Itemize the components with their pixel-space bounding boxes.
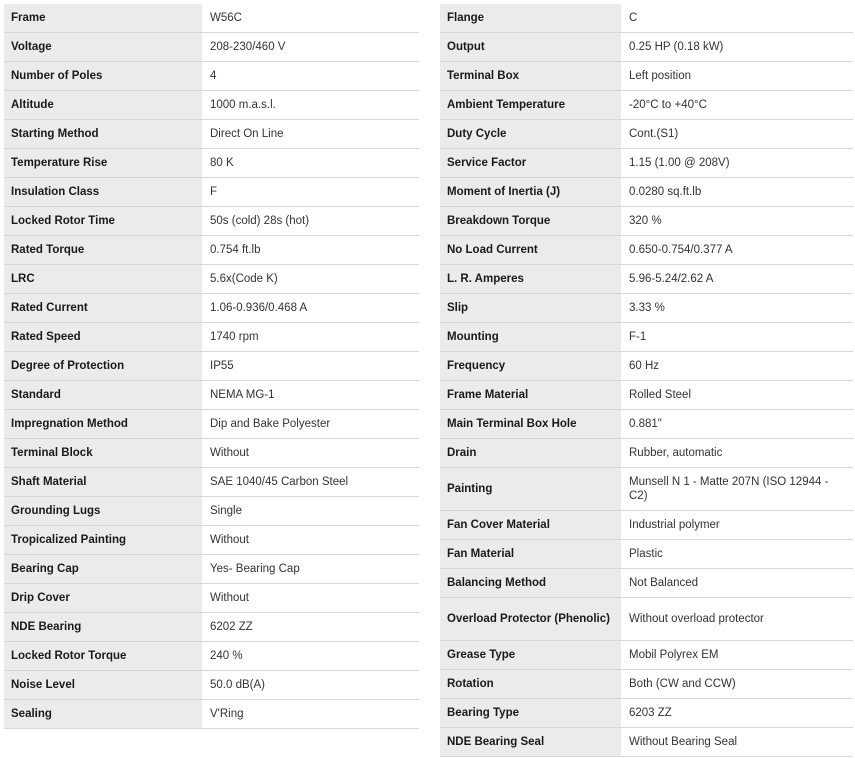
spec-label: Frame (4, 4, 202, 33)
spec-row (440, 149, 853, 178)
spec-value: 0.25 HP (0.18 kW) (621, 33, 853, 62)
spec-value: 240 % (202, 642, 419, 671)
spec-value: 1.06-0.936/0.468 A (202, 294, 419, 323)
spec-value: 208-230/460 V (202, 33, 419, 62)
spec-row (440, 540, 853, 569)
spec-label: L. R. Amperes (440, 265, 621, 294)
spec-value: -20°C to +40°C (621, 91, 853, 120)
spec-value: Single (202, 497, 419, 526)
spec-value: Munsell N 1 - Matte 207N (ISO 12944 - C2) (621, 468, 853, 511)
spec-value: Rolled Steel (621, 381, 853, 410)
spec-row (4, 555, 419, 584)
spec-row (4, 120, 419, 149)
spec-label: Locked Rotor Time (4, 207, 202, 236)
spec-label: Shaft Material (4, 468, 202, 497)
spec-label: Drain (440, 439, 621, 468)
spec-label: Standard (4, 381, 202, 410)
spec-label: Fan Cover Material (440, 511, 621, 540)
spec-label: Locked Rotor Torque (4, 642, 202, 671)
spec-row (4, 613, 419, 642)
spec-label: Frame Material (440, 381, 621, 410)
spec-label: Noise Level (4, 671, 202, 700)
spec-value: 50.0 dB(A) (202, 671, 419, 700)
spec-value: Without Bearing Seal (621, 728, 853, 757)
spec-row (440, 352, 853, 381)
spec-row (440, 468, 853, 511)
spec-value: Yes- Bearing Cap (202, 555, 419, 584)
spec-row (4, 381, 419, 410)
spec-row (4, 4, 419, 33)
spec-value: Without (202, 584, 419, 613)
spec-value: 80 K (202, 149, 419, 178)
spec-label: Flange (440, 4, 621, 33)
spec-label: Terminal Block (4, 439, 202, 468)
spec-row (4, 62, 419, 91)
spec-label: Output (440, 33, 621, 62)
spec-table-right (440, 4, 853, 757)
spec-row (440, 62, 853, 91)
spec-row (4, 671, 419, 700)
spec-value: F-1 (621, 323, 853, 352)
spec-label: Bearing Type (440, 699, 621, 728)
spec-row (4, 410, 419, 439)
spec-value: 320 % (621, 207, 853, 236)
spec-value: Cont.(S1) (621, 120, 853, 149)
spec-value: V'Ring (202, 700, 419, 729)
spec-label: Rated Speed (4, 323, 202, 352)
spec-row (440, 728, 853, 757)
spec-row (4, 439, 419, 468)
spec-value: Mobil Polyrex EM (621, 641, 853, 670)
spec-value: Without overload protector (621, 598, 853, 641)
spec-row (4, 642, 419, 671)
spec-label: Impregnation Method (4, 410, 202, 439)
spec-row (4, 497, 419, 526)
spec-label: Tropicalized Painting (4, 526, 202, 555)
spec-value: 4 (202, 62, 419, 91)
spec-row (4, 352, 419, 381)
spec-row (440, 236, 853, 265)
spec-row (4, 265, 419, 294)
spec-value: F (202, 178, 419, 207)
spec-value: 5.6x(Code K) (202, 265, 419, 294)
spec-table-left (4, 4, 419, 729)
spec-value: IP55 (202, 352, 419, 381)
spec-label: Insulation Class (4, 178, 202, 207)
spec-label: Terminal Box (440, 62, 621, 91)
spec-value: Without (202, 439, 419, 468)
spec-value: 0.754 ft.lb (202, 236, 419, 265)
spec-row (440, 569, 853, 598)
spec-label: Voltage (4, 33, 202, 62)
spec-row (4, 323, 419, 352)
spec-value: Without (202, 526, 419, 555)
spec-label: Balancing Method (440, 569, 621, 598)
spec-label: Main Terminal Box Hole (440, 410, 621, 439)
spec-value: 6203 ZZ (621, 699, 853, 728)
spec-row (440, 439, 853, 468)
spec-row (440, 91, 853, 120)
spec-row (4, 468, 419, 497)
spec-row (4, 207, 419, 236)
spec-label: Breakdown Torque (440, 207, 621, 236)
spec-value: 0.0280 sq.ft.lb (621, 178, 853, 207)
spec-row (440, 641, 853, 670)
spec-value: W56C (202, 4, 419, 33)
spec-value: 1000 m.a.s.l. (202, 91, 419, 120)
spec-value: 5.96-5.24/2.62 A (621, 265, 853, 294)
spec-row (440, 33, 853, 62)
spec-value: Direct On Line (202, 120, 419, 149)
spec-value: 1.15 (1.00 @ 208V) (621, 149, 853, 178)
spec-row (440, 265, 853, 294)
spec-row (4, 526, 419, 555)
spec-label: Temperature Rise (4, 149, 202, 178)
spec-label: Painting (440, 468, 621, 511)
spec-row (440, 207, 853, 236)
spec-row (4, 91, 419, 120)
spec-value: 60 Hz (621, 352, 853, 381)
spec-label: Rated Torque (4, 236, 202, 265)
spec-row (4, 33, 419, 62)
spec-label: Degree of Protection (4, 352, 202, 381)
spec-row (440, 670, 853, 699)
spec-row (4, 149, 419, 178)
spec-row (440, 294, 853, 323)
spec-label: Duty Cycle (440, 120, 621, 149)
spec-value: 3.33 % (621, 294, 853, 323)
spec-row (4, 700, 419, 729)
spec-row (4, 584, 419, 613)
spec-row (440, 381, 853, 410)
spec-label: Starting Method (4, 120, 202, 149)
spec-row (440, 410, 853, 439)
spec-row (440, 323, 853, 352)
spec-label: Drip Cover (4, 584, 202, 613)
spec-value: Plastic (621, 540, 853, 569)
spec-row (440, 4, 853, 33)
spec-label: Ambient Temperature (440, 91, 621, 120)
spec-value: Rubber, automatic (621, 439, 853, 468)
spec-label: LRC (4, 265, 202, 294)
spec-table-right-body (440, 4, 853, 757)
spec-label: Slip (440, 294, 621, 323)
spec-label: Rated Current (4, 294, 202, 323)
spec-label: Moment of Inertia (J) (440, 178, 621, 207)
spec-label: No Load Current (440, 236, 621, 265)
spec-row (440, 120, 853, 149)
spec-row (4, 294, 419, 323)
spec-value: Dip and Bake Polyester (202, 410, 419, 439)
spec-value: 0.881" (621, 410, 853, 439)
spec-row (440, 699, 853, 728)
spec-label: Overload Protector (Phenolic) (440, 598, 621, 641)
spec-value: NEMA MG-1 (202, 381, 419, 410)
spec-label: Service Factor (440, 149, 621, 178)
spec-label: Rotation (440, 670, 621, 699)
spec-row (440, 511, 853, 540)
spec-row (4, 178, 419, 207)
spec-label: Frequency (440, 352, 621, 381)
spec-value: Not Balanced (621, 569, 853, 598)
spec-table-left-body (4, 4, 419, 729)
spec-value: 6202 ZZ (202, 613, 419, 642)
spec-row (440, 178, 853, 207)
spec-row (4, 236, 419, 265)
spec-value: Left position (621, 62, 853, 91)
spec-label: Number of Poles (4, 62, 202, 91)
spec-value: C (621, 4, 853, 33)
spec-value: 50s (cold) 28s (hot) (202, 207, 419, 236)
spec-row (440, 598, 853, 641)
spec-value: SAE 1040/45 Carbon Steel (202, 468, 419, 497)
spec-value: 0.650-0.754/0.377 A (621, 236, 853, 265)
spec-label: Bearing Cap (4, 555, 202, 584)
spec-label: Grease Type (440, 641, 621, 670)
spec-value: Both (CW and CCW) (621, 670, 853, 699)
spec-label: Grounding Lugs (4, 497, 202, 526)
spec-label: Fan Material (440, 540, 621, 569)
spec-label: Mounting (440, 323, 621, 352)
spec-label: NDE Bearing (4, 613, 202, 642)
spec-label: Sealing (4, 700, 202, 729)
spec-label: NDE Bearing Seal (440, 728, 621, 757)
spec-value: Industrial polymer (621, 511, 853, 540)
spec-label: Altitude (4, 91, 202, 120)
spec-value: 1740 rpm (202, 323, 419, 352)
